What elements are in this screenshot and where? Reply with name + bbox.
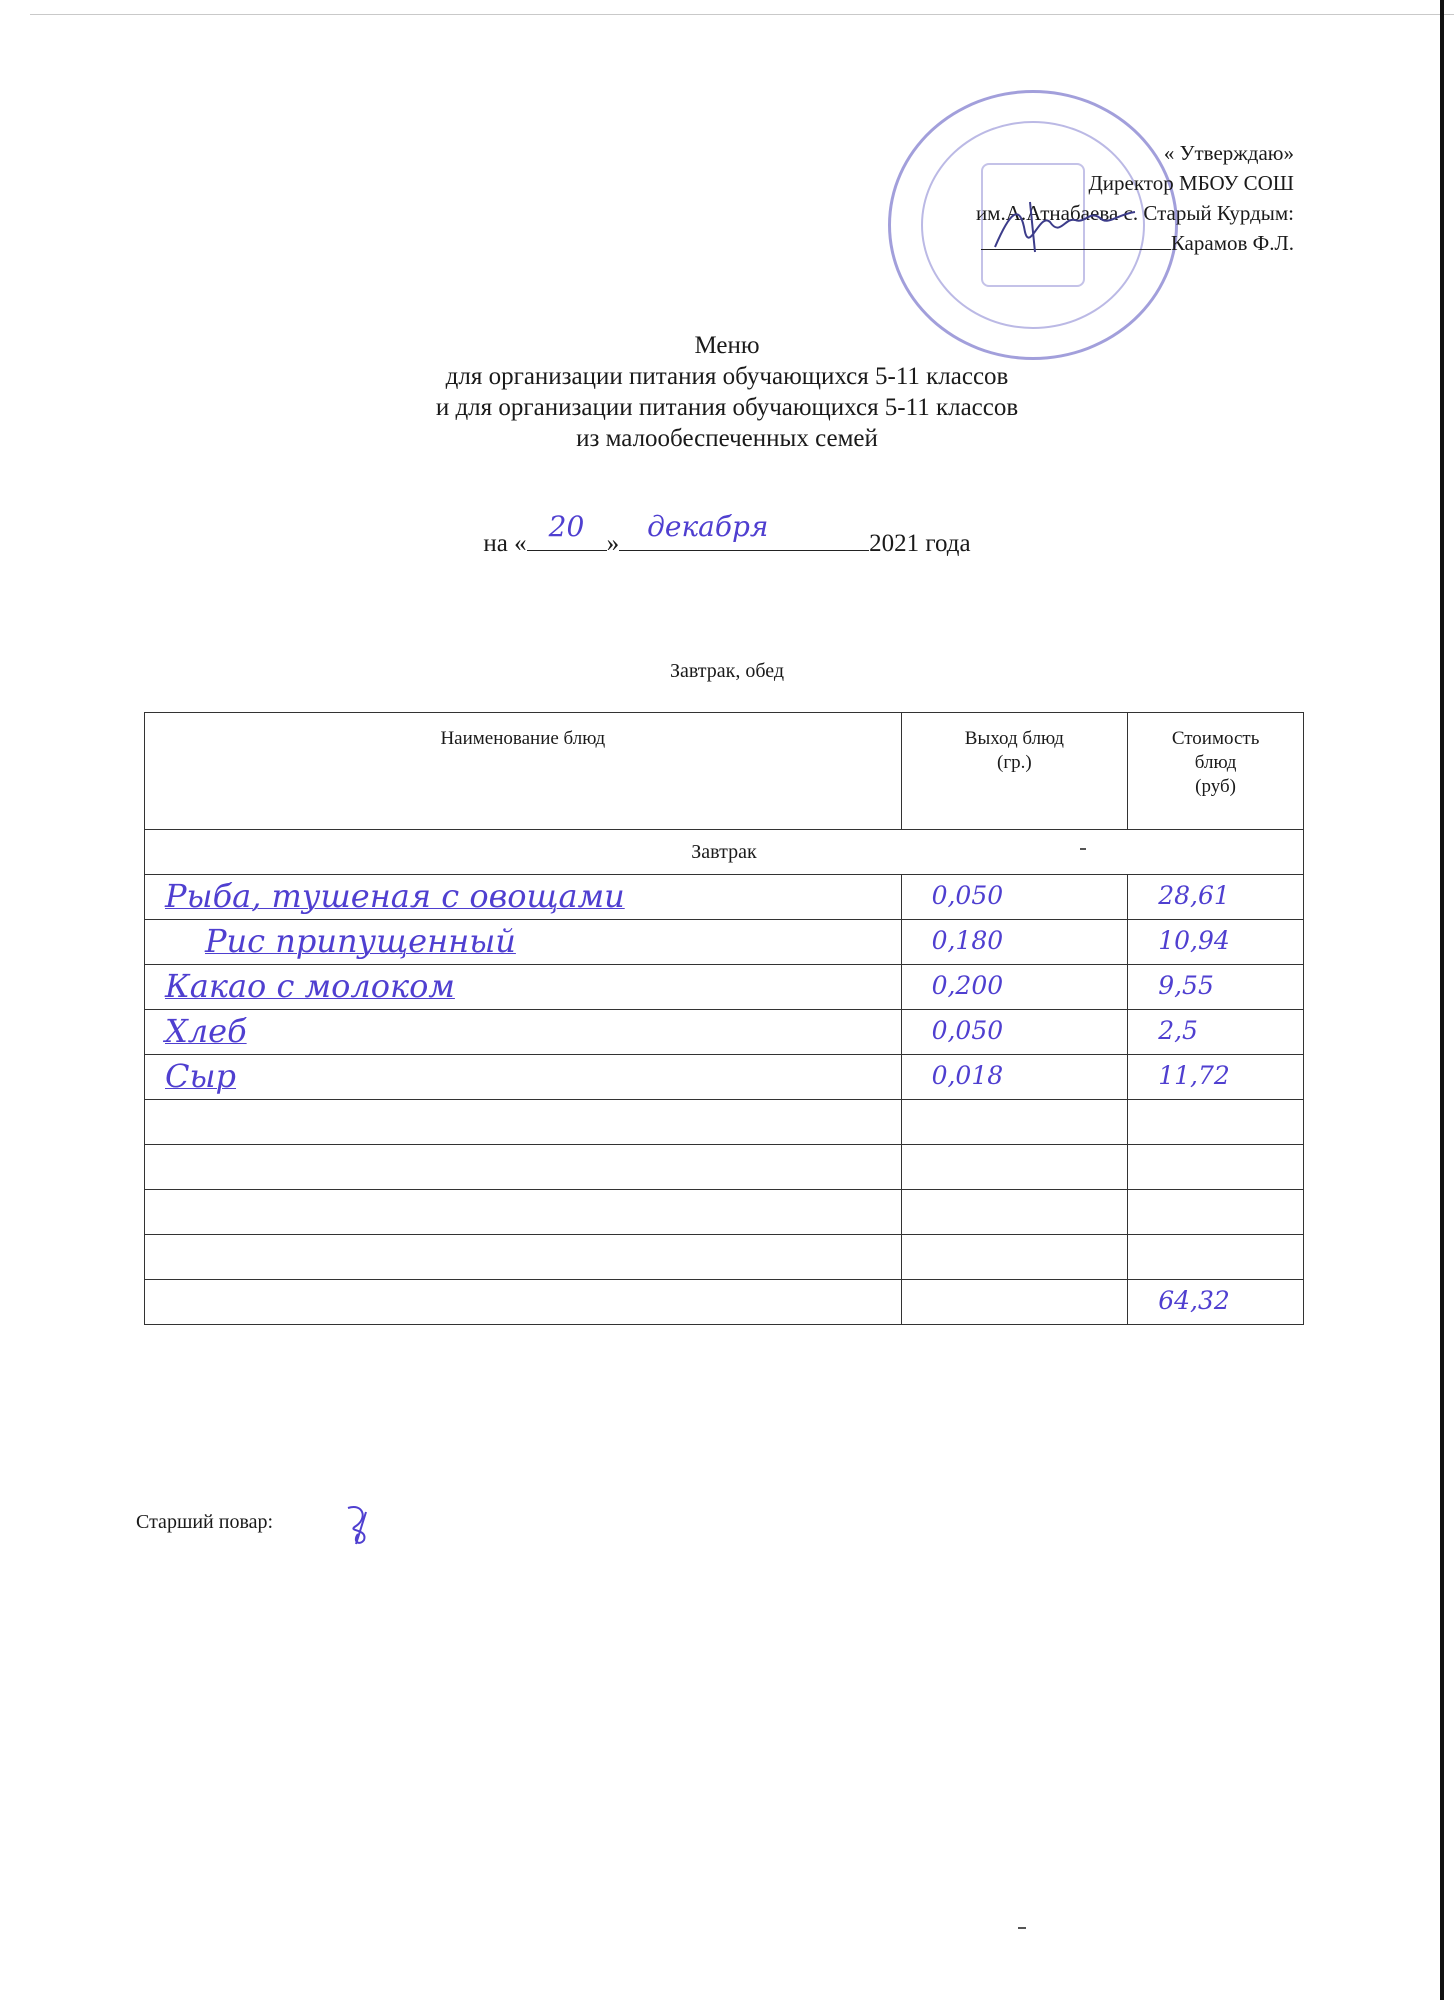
meal-row <box>145 830 1304 875</box>
dish-output: 0,180 <box>931 926 1004 955</box>
dish-cost: 11,72 <box>1158 1061 1230 1090</box>
scan-edge-right <box>1440 0 1444 2000</box>
table-row-empty <box>145 1145 1304 1190</box>
date-month-field <box>619 510 869 551</box>
dish-output: 0,050 <box>931 1016 1004 1045</box>
date-day-handwritten: 20 <box>548 510 585 543</box>
meal-label: Завтрак <box>145 830 1304 875</box>
dish-name: Рис припущенный <box>205 922 516 960</box>
date-prefix: на « <box>483 530 527 557</box>
dish-output: 0,050 <box>931 881 1004 910</box>
title-menu: Меню <box>694 332 760 359</box>
dish-name: Какао с молоком <box>165 967 455 1005</box>
scan-edge-top <box>30 14 1454 15</box>
dish-output: 0,200 <box>931 971 1004 1000</box>
date-middle: » <box>606 530 620 557</box>
date-day-field <box>527 510 607 551</box>
date-month-handwritten: декабря <box>647 510 769 543</box>
table-row <box>145 965 1304 1010</box>
approval-heading: « Утверждаю» <box>1163 141 1294 165</box>
table-row-empty <box>145 1100 1304 1145</box>
document-title <box>0 330 1454 454</box>
title-line-2: для организации питания обучающихся 5-11 классов <box>445 363 1009 390</box>
director-signature <box>990 192 1140 262</box>
table-row <box>145 1055 1304 1100</box>
table-row <box>145 1010 1304 1055</box>
menu-table <box>144 712 1304 1325</box>
cook-label: Старший повар: <box>136 1511 274 1533</box>
date-year: 2021 года <box>869 530 971 557</box>
header-dish-name: Наименование блюд <box>145 713 902 830</box>
table-row <box>145 920 1304 965</box>
dish-cost: 28,61 <box>1158 881 1230 910</box>
date-line <box>0 510 1454 558</box>
dish-name: Рыба, тушеная с овощами <box>165 877 625 915</box>
table-row <box>145 875 1304 920</box>
title-line-4: из малообеспеченных семей <box>576 425 878 452</box>
director-name: Карамов Ф.Л. <box>1170 231 1294 255</box>
header-cost: Стоимость блюд (руб) <box>1128 713 1304 830</box>
dish-output: 0,018 <box>931 1061 1004 1090</box>
table-header-row <box>145 713 1304 830</box>
dish-name: Хлеб <box>165 1012 247 1050</box>
dish-name: Сыр <box>165 1057 237 1095</box>
approval-school: им.А.Атнабаева с. Старый Курдым: <box>975 201 1294 225</box>
approval-position: Директор МБОУ СОШ <box>1088 171 1294 195</box>
dish-cost: 9,55 <box>1158 971 1214 1000</box>
table-row-empty <box>145 1190 1304 1235</box>
cook-signature <box>338 1498 388 1548</box>
scan-speck <box>1080 848 1086 850</box>
scan-speck <box>1018 1927 1026 1929</box>
title-line-3: и для организации питания обучающихся 5-11 классов <box>435 394 1019 421</box>
dish-cost: 10,94 <box>1158 926 1230 955</box>
dish-cost: 2,5 <box>1158 1016 1198 1045</box>
table-row-empty <box>145 1235 1304 1280</box>
header-output: Выход блюд (гр.) <box>901 713 1128 830</box>
section-label: Завтрак, обед <box>669 660 785 682</box>
total-cost: 64,32 <box>1158 1286 1230 1315</box>
total-row <box>145 1280 1304 1325</box>
